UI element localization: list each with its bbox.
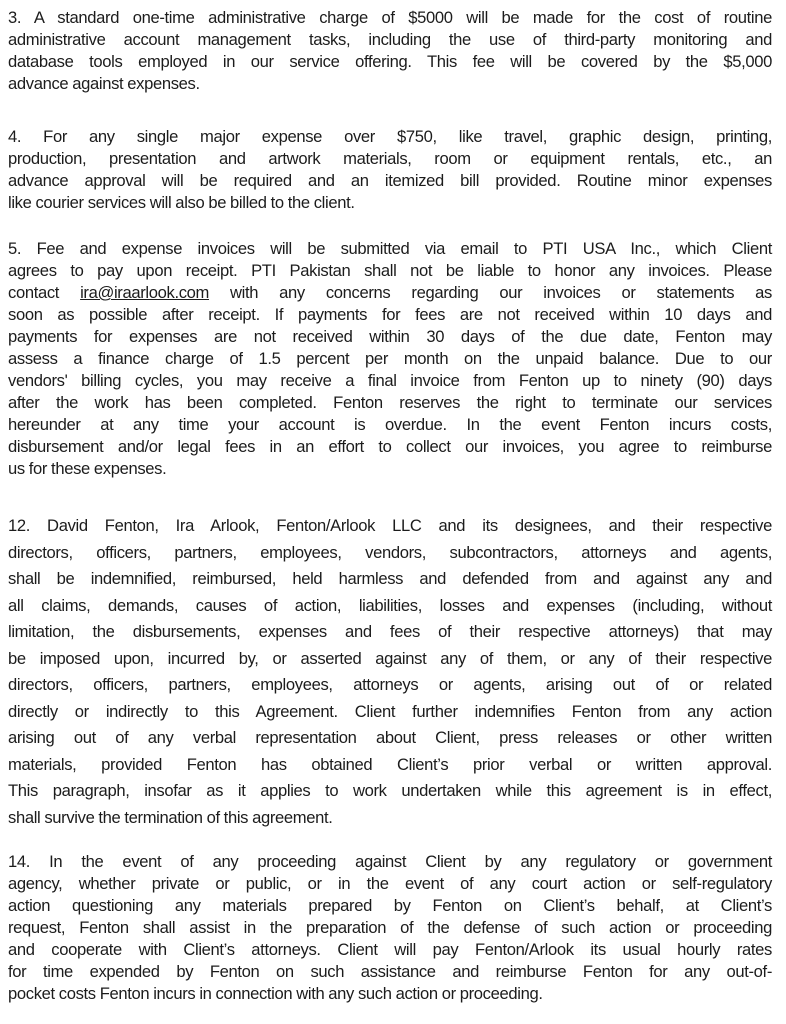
text-line: and cooperate with Client’s attorneys. Client will pay Fenton/Arlook its usual hourly rates [8,940,772,959]
text-line: directors, officers, partners, employees, vendors, subcontractors, attorneys and agents, [8,542,772,562]
paragraph-14 [8,851,772,1005]
text-line: database tools employed in our service offering. This fee will be covered by the $5,000 [8,52,772,71]
text-line: be imposed upon, incurred by, or asserted against any of them, or any of their respective [8,648,772,668]
paragraph-4 [8,126,772,214]
text-line: payments for expenses are not received within 30 days of the due date, Fenton may [8,327,772,346]
paragraph-3 [8,7,772,95]
text-line-with-email [8,282,772,304]
text-line: arising out of any verbal representation about Client, press releases or other written [8,728,772,747]
text-line: like courier services will also be billed to the client. [8,193,355,212]
text-line: advance against expenses. [8,74,200,93]
text-line: limitation, the disbursements, expenses and fees of their respective attorneys) that may [8,622,772,641]
text-line: after the work has been completed. Fenton reserves the right to terminate our services [8,393,772,412]
text-line: hereunder at any time your account is overdue. In the event Fenton incurs costs, [8,415,772,434]
text-line: This paragraph, insofar as it applies to work undertaken while this agreement is in effect, [8,781,772,800]
text-line: soon as possible after receipt. If payments for fees are not received within 10 days and [8,305,772,324]
text-line: directly or indirectly to this Agreement. Client further indemnifies Fenton from any action [8,701,772,721]
text-line: for time expended by Fenton on such assistance and reimburse Fenton for any out-of- [8,962,772,981]
text-line: shall survive the termination of this agreement. [8,807,333,827]
text-line: 3. A standard one-time administrative charge of $5000 will be made for the cost of routine [8,8,772,27]
text-line: 12. David Fenton, Ira Arlook, Fenton/Arlook LLC and its designees, and their respective [8,516,772,535]
text-line: assess a finance charge of 1.5 percent per month on the unpaid balance. Due to our [8,349,772,368]
text-line: agency, whether private or public, or in the event of any court action or self-regulatory [8,874,772,893]
text-line: directors, officers, partners, employees, attorneys or agents, arising out of or related [8,675,772,694]
text-line: vendors' billing cycles, you may receive a final invoice from Fenton up to ninety (90) days [8,371,772,390]
text-fragment: with any concerns regarding our invoices or statements as [230,283,772,302]
text-line: administrative account management tasks, including the use of third-party monitoring and [8,30,772,49]
text-line: materials, provided Fenton has obtained Client’s prior verbal or written approval. [8,754,772,774]
text-line: 5. Fee and expense invoices will be submitted via email to PTI USA Inc., which Client [8,239,772,258]
text-line: all claims, demands, causes of action, liabilities, losses and expenses (including, without [8,595,772,615]
text-line: advance approval will be required and an itemized bill provided. Routine minor expenses [8,171,772,190]
contact-label: contact [8,283,60,302]
text-line: pocket costs Fenton incurs in connection with any such action or proceeding. [8,984,543,1003]
text-line: production, presentation and artwork materials, room or equipment rentals, etc., an [8,149,772,168]
text-line: agrees to pay upon receipt. PTI Pakistan shall not be liable to honor any invoices. Please [8,261,772,280]
text-line: request, Fenton shall assist in the preparation of the defense of such action or proceeding [8,918,772,937]
paragraph-12 [8,513,772,831]
text-line: 4. For any single major expense over $750, like travel, graphic design, printing, [8,127,772,146]
text-line: disbursement and/or legal fees in an effort to collect our invoices, you agree to reimburse [8,437,772,456]
email-link[interactable]: ira@iraarlook.com [80,283,210,302]
text-line: action questioning any materials prepared by Fenton on Client’s behalf, at Client’s [8,896,772,915]
text-line: shall be indemnified, reimbursed, held harmless and defended from and against any and [8,569,772,588]
text-line: 14. In the event of any proceeding against Client by any regulatory or government [8,852,772,871]
text-line: us for these expenses. [8,459,167,478]
paragraph-5 [8,238,772,480]
